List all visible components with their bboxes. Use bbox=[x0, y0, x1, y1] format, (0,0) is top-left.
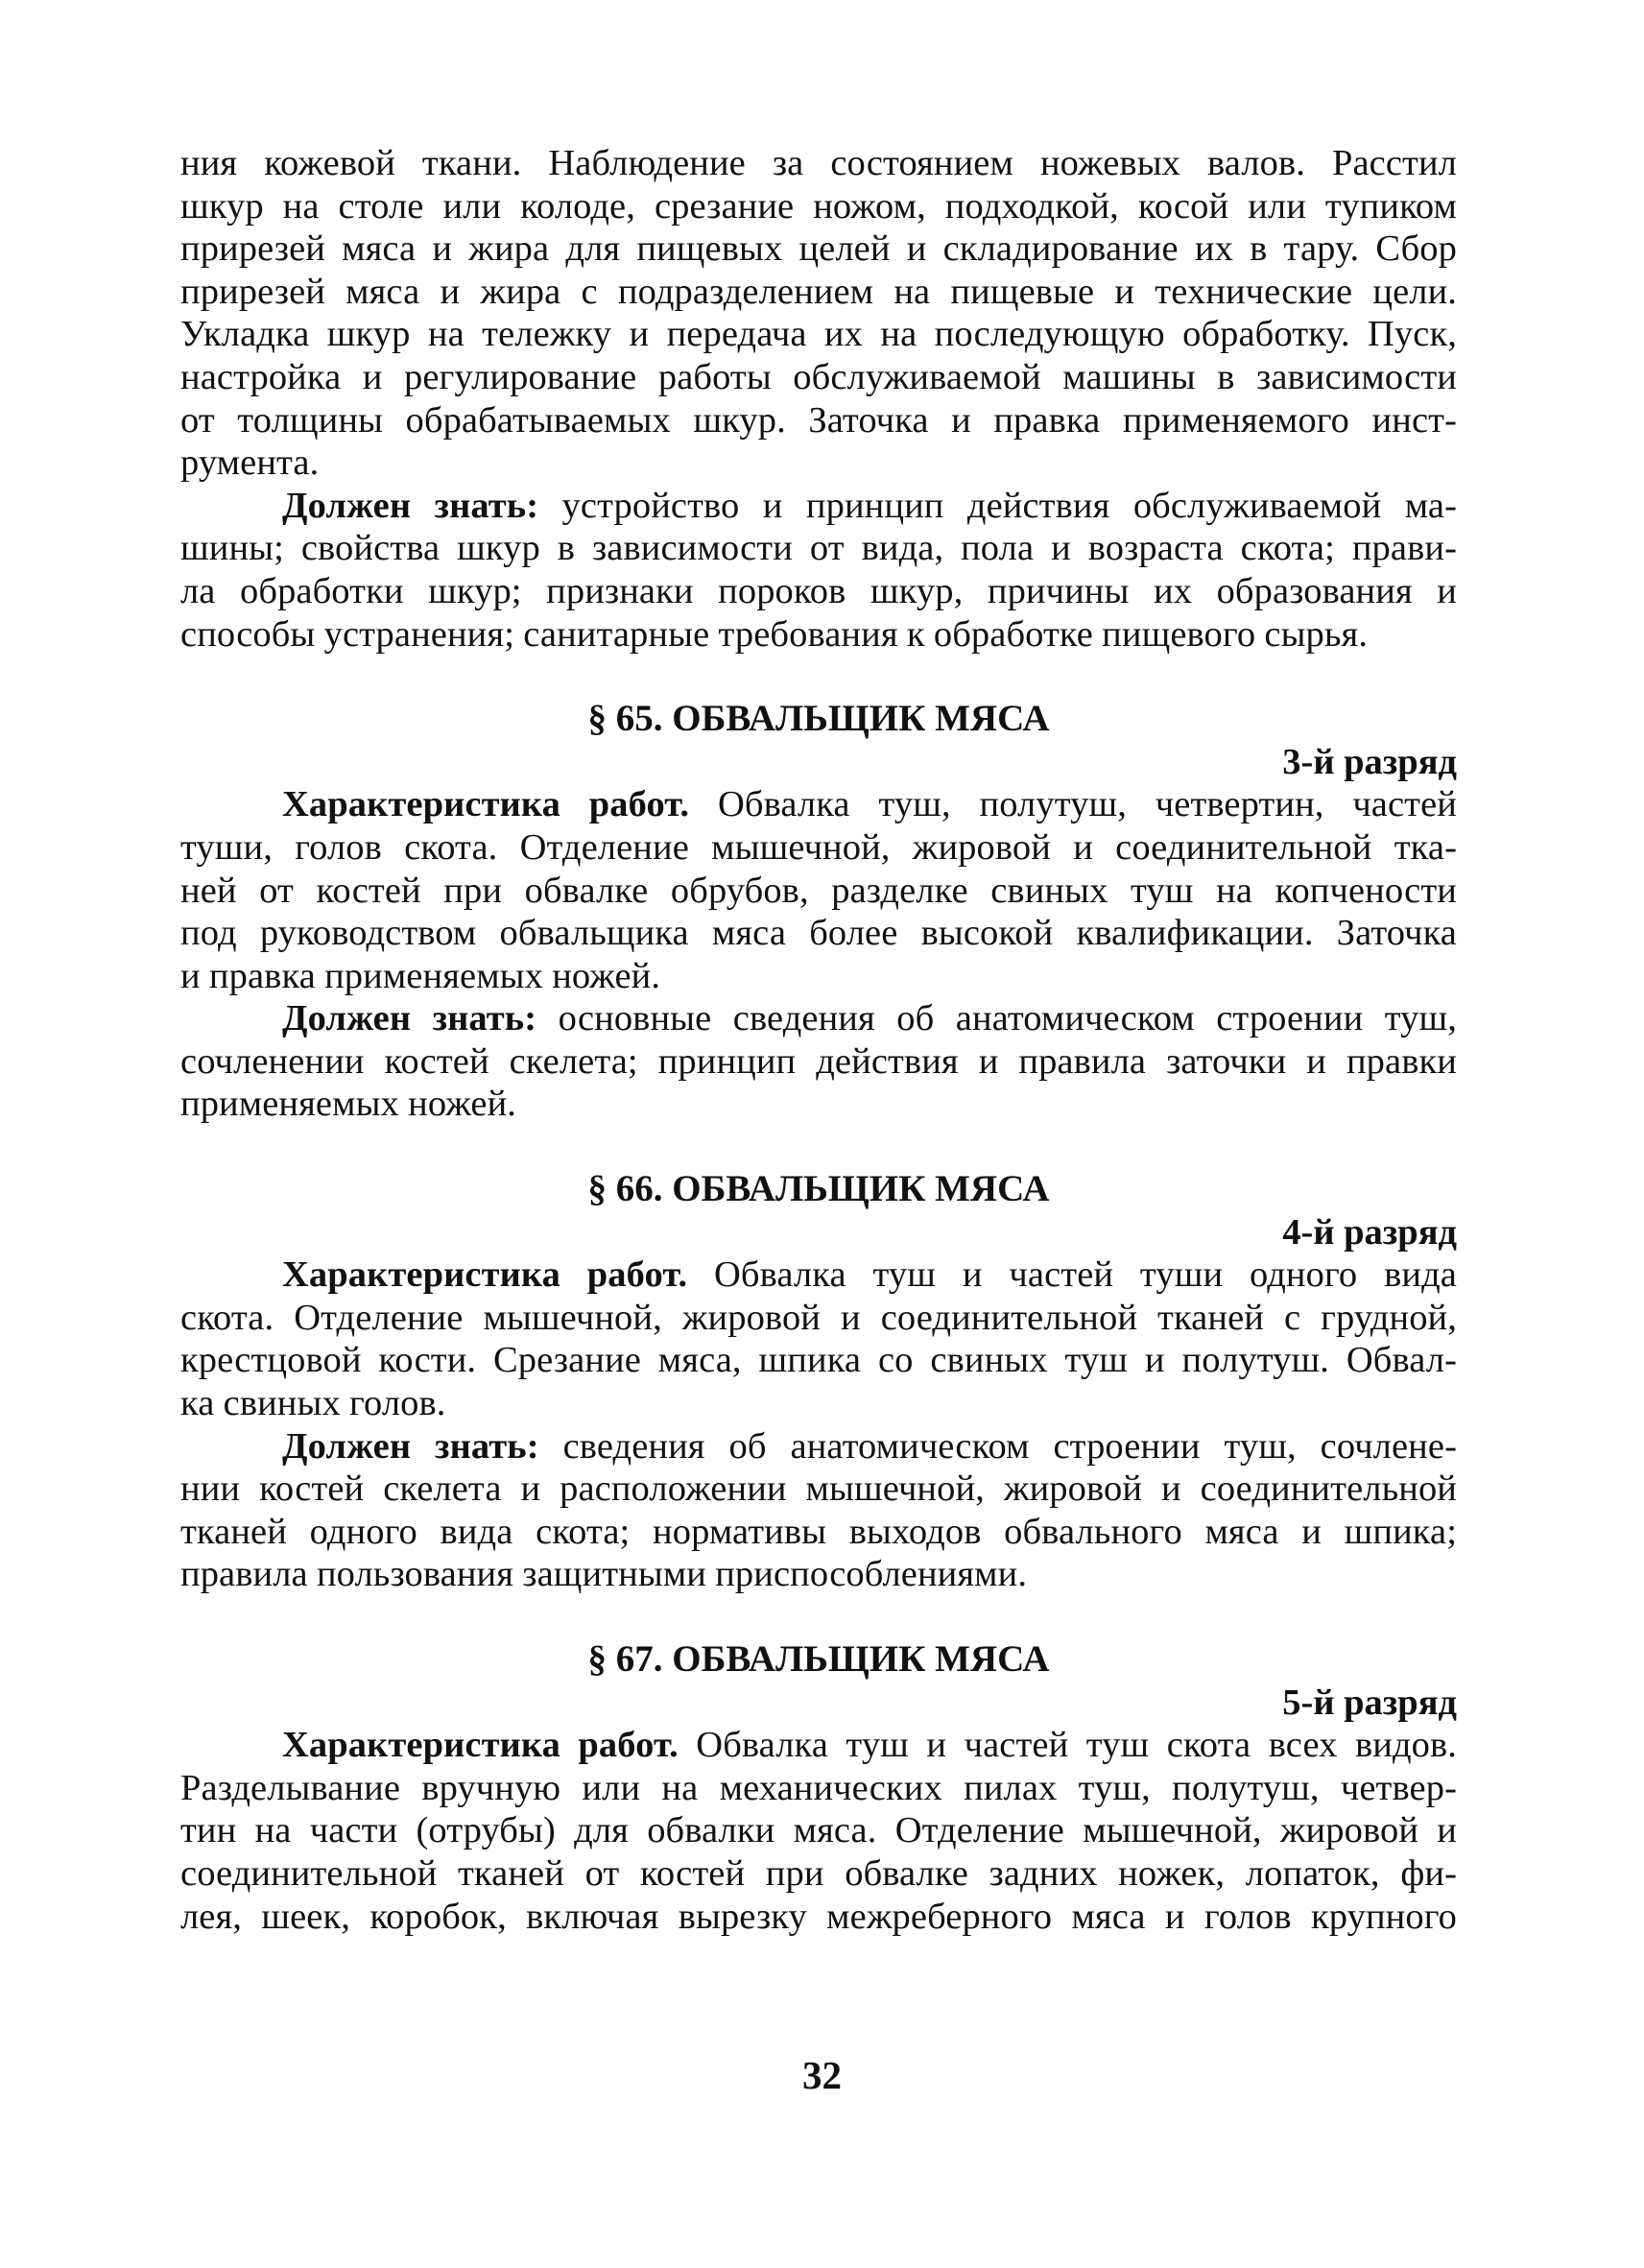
text-line bbox=[180, 997, 1457, 1040]
knowledge-label: Должен знать: bbox=[282, 998, 537, 1039]
text-line bbox=[180, 1253, 1457, 1297]
text-line: и правка применяемых ножей. bbox=[180, 955, 661, 996]
text-fragment: Обвалка туш и частей туш скота всех видов. bbox=[678, 1725, 1457, 1766]
text-line: румента. bbox=[180, 442, 320, 484]
text-line bbox=[180, 1724, 1457, 1767]
text-line: прирезей мяса и жира с подразделением на пищевые и технические цели. bbox=[180, 271, 1457, 312]
text-line: настройка и регулирование работы обслуживаемой машины в зависимости bbox=[180, 356, 1457, 397]
text-line bbox=[180, 783, 1457, 826]
text-line: прирезей мяса и жира для пищевых целей и складирование их в тару. Сбор bbox=[180, 228, 1457, 270]
text-line: туши, голов скота. Отделение мышечной, жировой и соединительной тка- bbox=[180, 826, 1457, 868]
text-line: шины; свойства шкур в зависимости от вида, пола и возраста скота; прави- bbox=[180, 528, 1457, 569]
text-line: ния кожевой ткани. Наблюдение за состоянием ножевых валов. Расстил bbox=[180, 143, 1457, 183]
text-line: сочленении костей скелета; принцип действия и правила заточки и правки bbox=[180, 1040, 1457, 1082]
work-label: Характеристика работ. bbox=[282, 1725, 679, 1766]
text-line: ка свиных голов. bbox=[180, 1383, 446, 1424]
text-fragment: основные сведения об анатомическом строении туш, bbox=[536, 998, 1457, 1039]
text-line: Разделывание вручную или на механических пилах туш, полутуш, четвер- bbox=[180, 1767, 1457, 1808]
text-line: соединительной тканей от костей при обвалке задних ножек, лопаток, фи- bbox=[180, 1852, 1457, 1894]
text-line: правила пользования защитными приспособлениями. bbox=[180, 1554, 1028, 1595]
knowledge-label: Должен знать: bbox=[282, 1425, 539, 1467]
page-number: 32 bbox=[802, 2053, 842, 2097]
text-line: нии костей скелета и расположении мышечной, жировой и соединительной bbox=[180, 1468, 1457, 1510]
text-line: применяемых ножей. bbox=[180, 1084, 517, 1125]
text-line: ла обработки шкур; признаки пороков шкур, причины их образования и bbox=[180, 570, 1457, 611]
text-line: шкур на столе или колоде, срезание ножом, подходкой, косой или тупиком bbox=[180, 185, 1457, 227]
work-label: Характеристика работ. bbox=[282, 784, 690, 825]
grade-label: 3-й разряд bbox=[1282, 741, 1457, 782]
text-fragment: Обвалка туш, полутуш, четвертин, частей bbox=[689, 784, 1457, 825]
text-line: скота. Отделение мышечной, жировой и соединительной тканей с грудной, bbox=[180, 1297, 1457, 1338]
intro-paragraph bbox=[180, 142, 1457, 485]
section-67 bbox=[180, 1638, 1457, 1938]
text-line: от толщины обрабатываемых шкур. Заточка и правка применяемого инст- bbox=[180, 399, 1457, 441]
text-fragment: Обвалка туш и частей туши одного вида bbox=[687, 1254, 1457, 1296]
section-65 bbox=[180, 698, 1457, 1126]
text-line: тин на части (отрубы) для обвалки мяса. Отделение мышечной, жировой и bbox=[180, 1810, 1457, 1851]
text-line: Укладка шкур на тележку и передача их на последующую обработку. Пуск, bbox=[180, 314, 1457, 355]
text-line: тканей одного вида скота; нормативы выходов обвального мяса и шпика; bbox=[180, 1511, 1457, 1552]
text-line: способы устранения; санитарные требования к обработке пищевого сырья. bbox=[180, 613, 1369, 655]
section-heading: § 66. ОБВАЛЬЩИК МЯСА bbox=[587, 1168, 1050, 1210]
knowledge-label: Должен знать: bbox=[282, 485, 539, 526]
intro-knowledge-paragraph bbox=[180, 485, 1457, 656]
text-line bbox=[180, 1425, 1457, 1468]
text-line: крестцовой кости. Срезание мяса, шпика со свиных туш и полутуш. Обвал- bbox=[180, 1340, 1457, 1381]
text-line: ней от костей при обвалке обрубов, разделке свиных туш на копчености bbox=[180, 870, 1457, 911]
section-66 bbox=[180, 1168, 1457, 1596]
text-line: под руководством обвальщика мяса более высокой квалификации. Заточка bbox=[180, 913, 1457, 954]
text-fragment: устройство и принцип действия обслуживаемой ма- bbox=[538, 485, 1458, 526]
work-label: Характеристика работ. bbox=[282, 1254, 688, 1296]
text-fragment: сведения об анатомическом строении туш, сочлене- bbox=[538, 1425, 1457, 1467]
section-heading: § 67. ОБВАЛЬЩИК МЯСА bbox=[587, 1638, 1050, 1680]
text-line: лея, шеек, коробок, включая вырезку межреберного мяса и голов крупного bbox=[180, 1896, 1457, 1937]
grade-label: 5-й разряд bbox=[1282, 1682, 1457, 1723]
grade-label: 4-й разряд bbox=[1282, 1211, 1457, 1253]
page-body bbox=[180, 142, 1457, 1938]
text-line bbox=[180, 485, 1457, 528]
section-heading: § 65. ОБВАЛЬЩИК МЯСА bbox=[587, 698, 1050, 740]
